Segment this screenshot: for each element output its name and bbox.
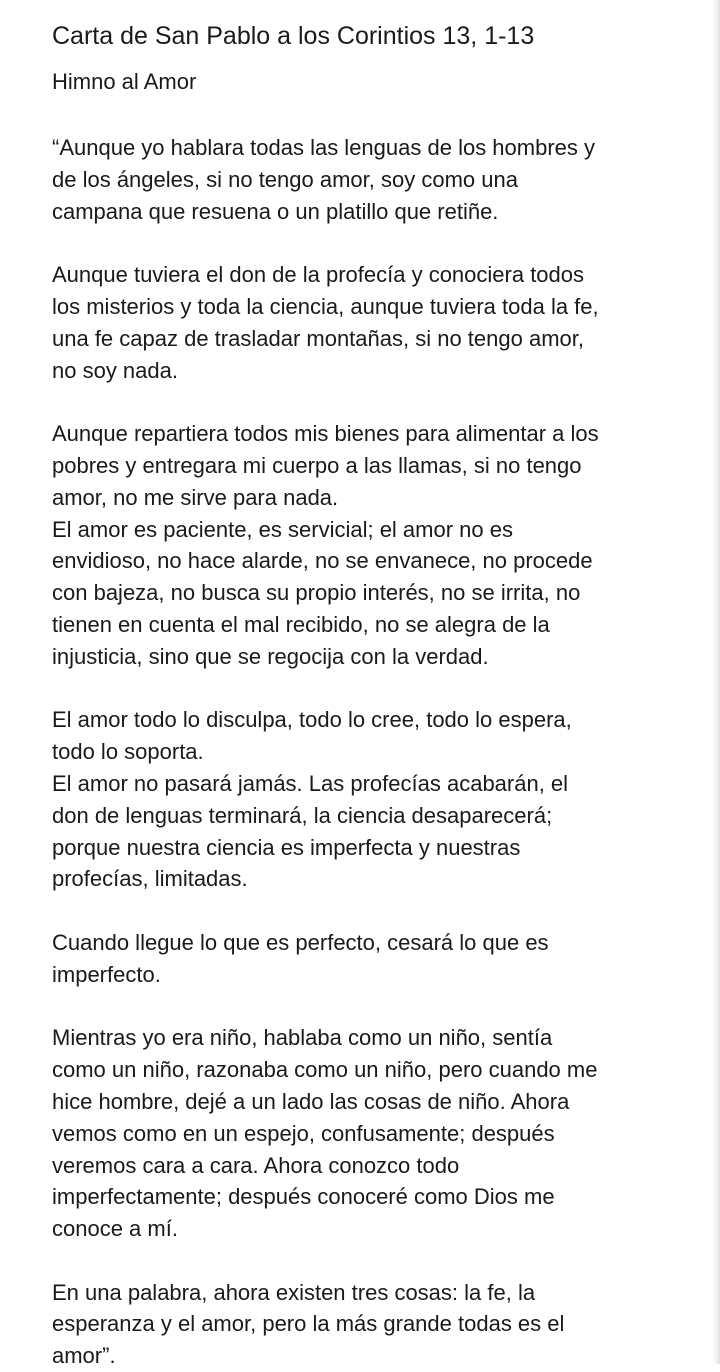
text-line: conoce a mí. — [52, 1216, 178, 1242]
paragraph — [52, 1277, 668, 1372]
text-line: En una palabra, ahora existen tres cosas: la fe, la — [52, 1279, 536, 1305]
paragraph — [52, 132, 668, 227]
text-line: una fe capaz de trasladar montañas, si no tengo amor, — [52, 325, 584, 351]
text-line: campana que resuena o un platillo que retiñe. — [52, 198, 499, 224]
text-line: con bajeza, no busca su propio interés, no se irrita, no — [52, 580, 581, 606]
text-line: “Aunque yo hablara todas las lenguas de los hombres y — [52, 135, 596, 160]
page-subtitle: Himno al Amor — [52, 69, 197, 94]
text-line: envidioso, no hace alarde, no se envanece, no procede — [52, 548, 593, 574]
text-line: porque nuestra ciencia es imperfecta y nuestras — [52, 834, 521, 860]
paragraph — [52, 1022, 668, 1245]
text-line: Aunque repartiera todos mis bienes para alimentar a los — [52, 421, 599, 447]
text-line: amor”. — [52, 1343, 116, 1369]
text-line: profecías, limitadas. — [52, 866, 248, 892]
text-line: tienen en cuenta el mal recibido, no se alegra de la — [52, 611, 550, 637]
text-line: hice hombre, dejé a un lado las cosas de niño. Ahora — [52, 1088, 570, 1114]
body-text — [52, 132, 668, 1372]
text-line: no soy nada. — [52, 357, 178, 383]
text-line: El amor es paciente, es servicial; el amor no es — [52, 516, 513, 542]
text-line: El amor todo lo disculpa, todo lo cree, todo lo espera, — [52, 707, 572, 733]
text-line: vemos como en un espejo, confusamente; después — [52, 1120, 555, 1146]
text-line: pobres y entregara mi cuerpo a las llamas, si no tengo — [52, 452, 582, 478]
text-line: don de lenguas terminará, la ciencia desaparecerá; — [52, 802, 553, 828]
text-line: como un niño, razonaba como un niño, pero cuando me — [52, 1057, 598, 1083]
text-line: amor, no me sirve para nada. — [52, 484, 339, 510]
text-line: Mientras yo era niño, hablaba como un niño, sentía — [52, 1025, 553, 1051]
text-line: de los ángeles, si no tengo amor, soy como una — [52, 166, 518, 192]
paragraph — [52, 927, 668, 991]
text-line: imperfecto. — [52, 961, 161, 987]
paragraph — [52, 704, 668, 895]
text-line: todo lo soporta. — [52, 739, 204, 765]
text-line: imperfectamente; después conoceré como Dios me — [52, 1184, 555, 1210]
text-line: Aunque tuviera el don de la profecía y conociera todos — [52, 262, 585, 288]
paragraph — [52, 259, 668, 386]
paragraph — [52, 418, 668, 672]
text-line: veremos cara a cara. Ahora conozco todo — [52, 1152, 460, 1178]
page-edge-shadow — [712, 0, 720, 1364]
text-line: los misterios y toda la ciencia, aunque tuviera toda la fe, — [52, 293, 599, 319]
text-line: El amor no pasará jamás. Las profecías acabarán, el — [52, 770, 569, 796]
text-line: injusticia, sino que se regocija con la verdad. — [52, 643, 489, 669]
text-line: esperanza y el amor, pero la más grande todas es el — [52, 1311, 565, 1337]
text-line: Cuando llegue lo que es perfecto, cesará lo que es — [52, 929, 549, 955]
page-title: Carta de San Pablo a los Corintios 13, 1-13 — [52, 22, 535, 50]
